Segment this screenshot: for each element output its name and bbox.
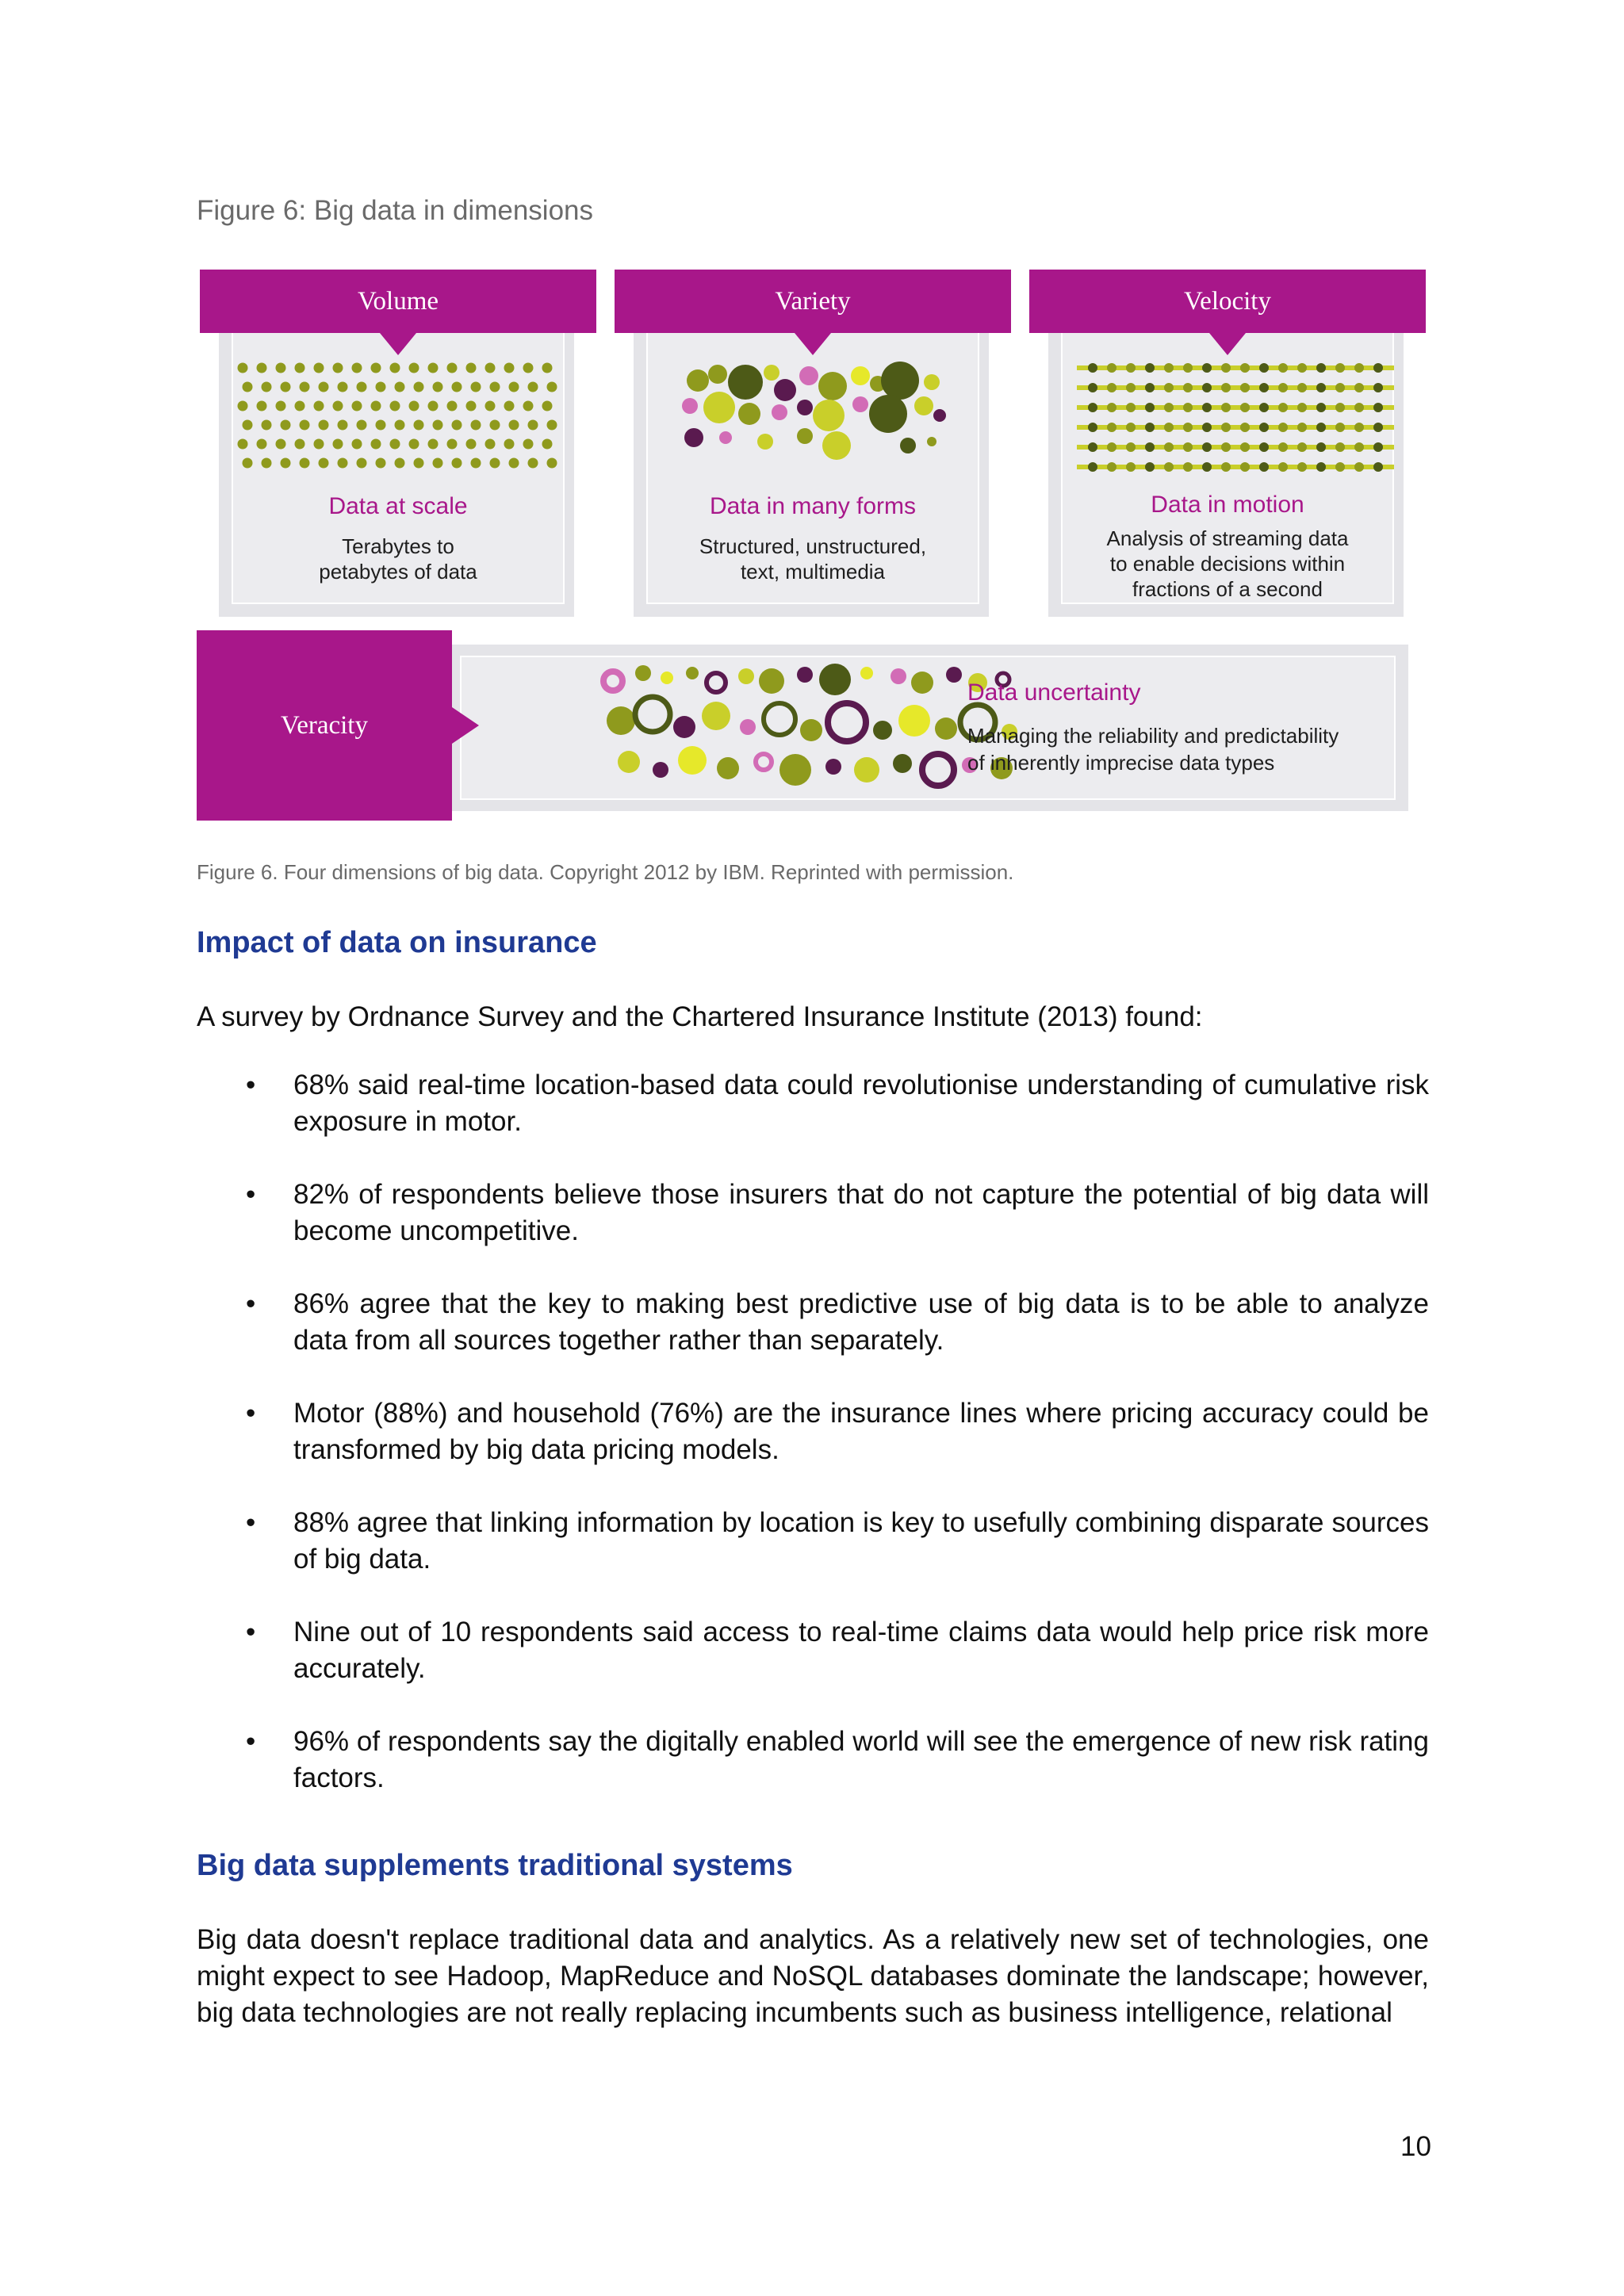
intro-paragraph: A survey by Ordnance Survey and the Chartered Insurance Institute (2013) found: [197, 1001, 1203, 1032]
variety-desc-line1: Structured, unstructured, [699, 534, 927, 558]
variety-subtitle: Data in many forms [709, 493, 917, 519]
variety-panel [615, 270, 1011, 618]
velocity-subtitle: Data in motion [1151, 492, 1304, 518]
volume-dots-graphic [232, 358, 565, 477]
variety-dots-graphic [646, 358, 979, 477]
velocity-dots-graphic [1061, 358, 1394, 477]
section-heading-impact: Impact of data on insurance [197, 926, 597, 959]
velocity-desc-line2: to enable decisions within [1109, 552, 1346, 576]
volume-panel [200, 270, 596, 618]
veracity-panel [197, 630, 1410, 821]
list-item: • 68% said real-time location-based data could revolutionise understanding of cumulative risk exposure in motor. [197, 1067, 1429, 1140]
list-item: • Nine out of 10 respondents said access to real-time claims data would help price risk more accurately. [197, 1614, 1429, 1687]
volume-desc-line1: Terabytes to [342, 534, 454, 558]
list-item: • 86% agree that the key to making best predictive use of big data is to be able to analyze data from all sources together rather than separately. [197, 1286, 1429, 1359]
figure-title: Figure 6: Big data in dimensions [197, 195, 593, 226]
veracity-title: Veracity [197, 630, 452, 821]
veracity-arrow [452, 707, 479, 744]
volume-subtitle: Data at scale [328, 493, 468, 519]
figure-caption: Figure 6. Four dimensions of big data. Copyright 2012 by IBM. Reprinted with permission. [197, 860, 1014, 884]
list-item: • Motor (88%) and household (76%) are the insurance lines where pricing accuracy could be transformed by big data pricing models. [197, 1395, 1429, 1468]
velocity-desc-line1: Analysis of streaming data [1106, 526, 1349, 550]
veracity-subtitle: Data uncertainty [967, 679, 1141, 706]
list-item: • 88% agree that linking information by location is key to usefully combining disparate sources of big data. [197, 1505, 1429, 1578]
volume-desc-line2: petabytes of data [319, 560, 477, 584]
big-data-dimensions-figure [197, 270, 1434, 825]
list-item: • 82% of respondents believe those insurers that do not capture the potential of big data will become uncompetitive. [197, 1177, 1429, 1249]
veracity-desc-line2: of inherently imprecise data types [967, 751, 1275, 775]
velocity-panel [1029, 270, 1426, 618]
section-heading-supplements: Big data supplements traditional systems [197, 1849, 793, 1882]
veracity-desc-line1: Managing the reliability and predictability [967, 724, 1339, 748]
page-number: 10 [1400, 2131, 1431, 2162]
volume-title: Volume [200, 270, 596, 333]
veracity-description [967, 722, 1396, 776]
survey-findings-list [197, 1067, 1429, 1833]
variety-desc-line2: text, multimedia [740, 560, 886, 584]
variety-title: Variety [615, 270, 1011, 333]
velocity-desc-line3: fractions of a second [1132, 577, 1323, 601]
list-item: • 96% of respondents say the digitally enabled world will see the emergence of new risk rating factors. [197, 1724, 1429, 1797]
body-paragraph: Big data doesn't replace traditional data and analytics. As a relatively new set of technologies, one might expect to see Hadoop, MapReduce and NoSQL databases dominate the landscape; however, big data technologies are not really replacing incumbents such as business intelligence, relational [197, 1924, 1429, 2028]
velocity-title: Velocity [1029, 270, 1426, 333]
